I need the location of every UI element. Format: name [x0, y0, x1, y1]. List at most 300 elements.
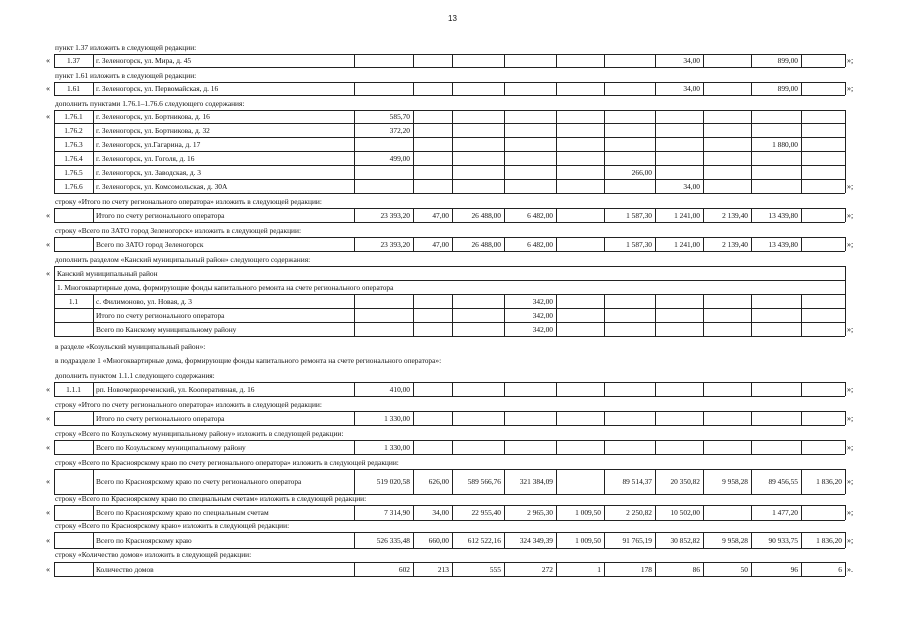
- table-rule: [703, 294, 704, 308]
- instruction-text: пункт 1.61 изложить в следующей редакции:: [55, 71, 197, 80]
- row-value: 321 384,09: [519, 477, 553, 486]
- table-rule: [93, 308, 94, 322]
- row-value: 266,00: [631, 167, 652, 177]
- table-rule: [354, 322, 355, 336]
- table-rule: [703, 411, 704, 425]
- instruction-text: дополнить пунктами 1.76.1–1.76.6 следующего содержания:: [55, 99, 245, 108]
- table-rule: [845, 266, 846, 280]
- table-rule: [54, 562, 845, 563]
- table-rule: [751, 322, 752, 336]
- table-rule: [604, 110, 605, 123]
- table-rule: [504, 411, 505, 425]
- row-value: 10 502,00: [670, 508, 700, 517]
- table-rule: [354, 294, 355, 308]
- table-rule: [54, 208, 845, 209]
- row-value: 660,00: [428, 535, 449, 545]
- quote-close: »;: [847, 535, 854, 545]
- row-number: 1.76.2: [64, 125, 83, 135]
- section-title: 1. Многоквартирные дома, формирующие фонды капитального ремонта на счете регионального оператора: [57, 282, 394, 292]
- row-value: 2 139,40: [722, 239, 748, 249]
- row-label: с. Филимоново, ул. Новая, д. 3: [96, 296, 192, 306]
- table-rule: [54, 336, 845, 337]
- quote-open: «: [46, 413, 50, 423]
- table-rule: [801, 237, 802, 251]
- row-number: 1.76.6: [64, 181, 83, 191]
- instruction-text: строку «Всего по Козульскому муниципальному району» изложить в следующей редакции:: [55, 429, 344, 438]
- table-rule: [413, 179, 414, 193]
- table-rule: [413, 411, 414, 425]
- row-number: 1.76.1: [64, 112, 83, 121]
- row-value: 96: [790, 564, 798, 574]
- table-rule: [845, 532, 846, 548]
- row-value: 89 456,55: [768, 477, 798, 486]
- row-value: 342,00: [532, 324, 553, 334]
- row-value: 1 009,50: [575, 508, 601, 517]
- row-value: 372,20: [389, 125, 410, 135]
- row-value: 626,00: [428, 477, 449, 486]
- table-rule: [93, 179, 94, 193]
- table-rule: [845, 440, 846, 454]
- instruction-text: строку «Количество домов» изложить в следующей редакции:: [55, 550, 252, 559]
- quote-open: «: [46, 384, 50, 394]
- row-label: г. Зеленогорск, ул. Бортникова, д. 32: [96, 125, 210, 135]
- table-rule: [703, 54, 704, 67]
- table-rule: [54, 576, 845, 577]
- table-rule: [703, 322, 704, 336]
- row-value: 13 439,80: [768, 210, 798, 220]
- row-value: 499,00: [389, 153, 410, 163]
- row-value: 20 350,82: [670, 477, 700, 486]
- quote-close: »;: [847, 324, 854, 334]
- table-rule: [354, 179, 355, 193]
- table-rule: [703, 82, 704, 95]
- row-value: 555: [489, 564, 501, 574]
- table-rule: [655, 165, 656, 179]
- table-rule: [54, 193, 845, 194]
- row-value: 34,00: [683, 181, 700, 191]
- table-rule: [845, 294, 846, 308]
- row-value: 2 965,30: [527, 508, 553, 517]
- table-rule: [655, 440, 656, 454]
- table-rule: [801, 179, 802, 193]
- table-rule: [504, 440, 505, 454]
- table-rule: [93, 54, 94, 67]
- table-rule: [655, 308, 656, 322]
- row-label: г. Зеленогорск, ул. Гоголя, д. 16: [96, 153, 195, 163]
- quote-close: »;: [847, 413, 854, 423]
- table-rule: [504, 137, 505, 151]
- row-value: 23 393,20: [380, 210, 410, 220]
- table-rule: [54, 251, 845, 252]
- row-value: 899,00: [777, 56, 798, 65]
- table-rule: [801, 294, 802, 308]
- table-rule: [801, 382, 802, 396]
- row-value: 272: [541, 564, 553, 574]
- quote-open: «: [46, 268, 50, 278]
- row-value: 86: [692, 564, 700, 574]
- instruction-text: дополнить пунктом 1.1.1 следующего содержания:: [55, 371, 215, 380]
- table-rule: [452, 54, 453, 67]
- row-number: 1.76.3: [64, 139, 83, 149]
- table-rule: [54, 322, 845, 323]
- table-rule: [93, 382, 94, 396]
- table-rule: [556, 237, 557, 251]
- table-rule: [504, 110, 505, 123]
- table-rule: [93, 110, 94, 123]
- table-rule: [845, 280, 846, 294]
- table-rule: [93, 411, 94, 425]
- row-value: 34,00: [432, 508, 449, 517]
- quote-open: «: [46, 508, 50, 517]
- table-rule: [452, 137, 453, 151]
- table-rule: [801, 505, 802, 520]
- table-rule: [93, 562, 94, 576]
- row-label: г. Зеленогорск, ул. Бортникова, д. 16: [96, 112, 210, 121]
- quote-open: «: [46, 442, 50, 452]
- table-rule: [452, 322, 453, 336]
- quote-open: «: [46, 564, 50, 574]
- table-rule: [703, 165, 704, 179]
- row-number: 1.1: [68, 296, 79, 306]
- table-rule: [54, 151, 845, 152]
- table-rule: [845, 562, 846, 576]
- table-rule: [556, 151, 557, 165]
- table-rule: [93, 237, 94, 251]
- table-rule: [703, 308, 704, 322]
- table-rule: [54, 440, 845, 441]
- table-rule: [703, 179, 704, 193]
- table-rule: [93, 440, 94, 454]
- row-value: 324 349,39: [519, 535, 553, 545]
- row-label: г. Зеленогорск, ул. Комсомольская, д. 30А: [96, 181, 228, 191]
- row-value: 1: [597, 564, 601, 574]
- table-rule: [354, 54, 355, 67]
- quote-open: «: [46, 210, 50, 220]
- table-rule: [604, 179, 605, 193]
- row-value: 2 139,40: [722, 210, 748, 220]
- row-value: 1 009,50: [575, 535, 601, 545]
- table-rule: [801, 208, 802, 222]
- table-rule: [845, 505, 846, 520]
- table-rule: [54, 505, 55, 520]
- quote-close: »;: [847, 84, 854, 93]
- row-value: 9 958,28: [722, 535, 748, 545]
- row-value: 342,00: [532, 296, 553, 306]
- table-rule: [801, 322, 802, 336]
- table-rule: [751, 411, 752, 425]
- table-rule: [556, 82, 557, 95]
- table-rule: [452, 440, 453, 454]
- table-rule: [452, 294, 453, 308]
- instruction-text: строку «Итого по счету регионального оператора» изложить в следующей редакции:: [55, 400, 322, 409]
- table-rule: [93, 123, 94, 137]
- quote-close: »;: [847, 477, 854, 486]
- table-rule: [801, 308, 802, 322]
- instruction-text: строку «Всего по ЗАТО город Зеленогорск» изложить в следующей редакции:: [55, 226, 302, 235]
- table-rule: [604, 322, 605, 336]
- table-rule: [54, 137, 845, 138]
- row-number: 1.61: [67, 84, 80, 93]
- table-rule: [703, 137, 704, 151]
- table-rule: [54, 110, 845, 111]
- table-rule: [54, 382, 845, 383]
- table-rule: [452, 110, 453, 123]
- row-value: 13 439,80: [768, 239, 798, 249]
- table-rule: [604, 308, 605, 322]
- table-rule: [54, 280, 55, 294]
- row-value: 91 765,19: [622, 535, 652, 545]
- table-rule: [801, 82, 802, 95]
- table-rule: [845, 137, 846, 151]
- table-rule: [845, 110, 846, 123]
- row-label: г. Зеленогорск, ул. Заводская, д. 3: [96, 167, 202, 177]
- table-rule: [556, 54, 557, 67]
- table-rule: [54, 411, 55, 425]
- row-value: 6 482,00: [527, 239, 553, 249]
- section-title: Канский муниципальный район: [57, 268, 158, 278]
- instruction-text: строку «Всего по Красноярскому краю по специальным счетам» изложить в следующей редакции:: [55, 494, 367, 503]
- table-rule: [703, 110, 704, 123]
- table-rule: [54, 469, 845, 470]
- instruction-text: пункт 1.37 изложить в следующей редакции:: [55, 43, 197, 52]
- quote-close: »;: [847, 442, 854, 452]
- table-rule: [452, 179, 453, 193]
- table-rule: [801, 137, 802, 151]
- table-rule: [751, 440, 752, 454]
- table-rule: [845, 123, 846, 137]
- page-number: 13: [448, 14, 457, 23]
- table-rule: [54, 469, 55, 494]
- table-rule: [452, 308, 453, 322]
- row-value: 178: [640, 564, 652, 574]
- instruction-text: строку «Всего по Красноярскому краю» изложить в следующей редакции:: [55, 521, 290, 530]
- row-value: 602: [398, 564, 410, 574]
- table-rule: [54, 532, 55, 548]
- table-rule: [556, 469, 557, 494]
- table-rule: [54, 440, 55, 454]
- quote-close: »;: [847, 181, 854, 191]
- row-label: Всего по Красноярскому краю по специальным счетам: [96, 508, 269, 517]
- quote-close: »;: [847, 384, 854, 394]
- table-rule: [604, 382, 605, 396]
- table-rule: [54, 532, 845, 533]
- table-rule: [556, 294, 557, 308]
- table-rule: [655, 294, 656, 308]
- table-rule: [504, 165, 505, 179]
- table-rule: [54, 208, 55, 222]
- table-rule: [556, 123, 557, 137]
- table-rule: [93, 294, 94, 308]
- table-rule: [413, 137, 414, 151]
- table-rule: [54, 54, 845, 55]
- table-rule: [413, 308, 414, 322]
- table-rule: [751, 110, 752, 123]
- row-value: 9 958,28: [722, 477, 748, 486]
- quote-open: «: [46, 239, 50, 249]
- row-label: г. Зеленогорск, ул. Первомайская, д. 16: [96, 84, 219, 93]
- table-rule: [845, 237, 846, 251]
- row-value: 899,00: [777, 84, 798, 93]
- table-rule: [413, 294, 414, 308]
- instruction-text: в разделе «Козульский муниципальный район»:: [55, 342, 206, 351]
- table-rule: [54, 82, 845, 83]
- table-rule: [655, 322, 656, 336]
- table-rule: [452, 411, 453, 425]
- table-rule: [54, 237, 55, 251]
- table-rule: [452, 165, 453, 179]
- row-value: 90 933,75: [768, 535, 798, 545]
- table-rule: [54, 322, 55, 336]
- row-number: 1.76.5: [64, 167, 83, 177]
- table-rule: [93, 82, 94, 95]
- table-rule: [801, 110, 802, 123]
- table-rule: [54, 308, 55, 322]
- row-value: 410,00: [389, 384, 410, 394]
- table-rule: [452, 123, 453, 137]
- row-value: 23 393,20: [380, 239, 410, 249]
- table-rule: [452, 382, 453, 396]
- table-rule: [845, 308, 846, 322]
- table-rule: [703, 151, 704, 165]
- row-value: 22 955,40: [471, 508, 501, 517]
- row-label: Всего по Красноярскому краю: [96, 535, 192, 545]
- table-rule: [54, 294, 845, 295]
- quote-close: »;: [847, 210, 854, 220]
- table-rule: [801, 411, 802, 425]
- row-value: 1 880,00: [772, 139, 798, 149]
- table-rule: [556, 322, 557, 336]
- table-rule: [751, 165, 752, 179]
- table-rule: [655, 110, 656, 123]
- row-value: 519 020,58: [376, 477, 410, 486]
- table-rule: [801, 54, 802, 67]
- table-rule: [54, 123, 845, 124]
- table-rule: [655, 137, 656, 151]
- table-rule: [556, 137, 557, 151]
- table-rule: [703, 123, 704, 137]
- row-value: 6: [838, 564, 842, 574]
- row-value: 1 241,00: [674, 210, 700, 220]
- table-rule: [54, 280, 845, 281]
- row-label: Всего по Козульскому муниципальному району: [96, 442, 246, 452]
- table-rule: [845, 469, 846, 494]
- row-value: 1 477,20: [772, 508, 798, 517]
- table-rule: [413, 110, 414, 123]
- row-number: 1.76.4: [64, 153, 83, 163]
- row-value: 1 330,00: [384, 442, 410, 452]
- quote-open: «: [46, 477, 50, 486]
- row-label: Всего по ЗАТО город Зеленогорск: [96, 239, 204, 249]
- row-value: 26 488,00: [471, 210, 501, 220]
- row-value: 47,00: [432, 210, 449, 220]
- table-rule: [54, 266, 55, 280]
- table-rule: [504, 54, 505, 67]
- table-rule: [93, 505, 94, 520]
- row-label: Итого по счету регионального оператора: [96, 310, 225, 320]
- table-rule: [556, 382, 557, 396]
- table-rule: [751, 294, 752, 308]
- row-value: 1 836,20: [816, 477, 842, 486]
- table-rule: [604, 123, 605, 137]
- table-rule: [801, 440, 802, 454]
- row-label: г. Зеленогорск, ул.Гагарина, д. 17: [96, 139, 201, 149]
- row-value: 585,70: [389, 112, 410, 121]
- table-rule: [54, 396, 845, 397]
- table-rule: [655, 123, 656, 137]
- table-rule: [556, 208, 557, 222]
- row-value: 34,00: [683, 84, 700, 93]
- table-rule: [801, 165, 802, 179]
- row-value: 213: [437, 564, 449, 574]
- row-label: г. Зеленогорск, ул. Мира, д. 45: [96, 56, 192, 65]
- table-rule: [93, 151, 94, 165]
- table-rule: [845, 322, 846, 336]
- table-rule: [703, 382, 704, 396]
- table-rule: [54, 95, 845, 96]
- table-rule: [413, 82, 414, 95]
- table-rule: [413, 54, 414, 67]
- quote-open: «: [46, 84, 50, 93]
- table-rule: [54, 67, 845, 68]
- table-rule: [604, 294, 605, 308]
- table-rule: [556, 165, 557, 179]
- quote-close: »;: [847, 56, 854, 65]
- quote-open: «: [46, 535, 50, 545]
- row-value: 26 488,00: [471, 239, 501, 249]
- table-rule: [604, 54, 605, 67]
- table-rule: [604, 82, 605, 95]
- table-rule: [93, 137, 94, 151]
- quote-open: «: [46, 112, 50, 121]
- row-value: 34,00: [683, 56, 700, 65]
- table-rule: [751, 382, 752, 396]
- table-rule: [354, 137, 355, 151]
- row-value: 2 250,82: [626, 508, 652, 517]
- table-rule: [413, 382, 414, 396]
- table-rule: [93, 469, 94, 494]
- row-label: Количество домов: [96, 564, 154, 574]
- row-value: 6 482,00: [527, 210, 553, 220]
- row-value: 89 514,37: [622, 477, 652, 486]
- quote-close: »;: [847, 239, 854, 249]
- row-label: рп. Новочернореченский, ул. Кооперативная, д. 16: [96, 384, 255, 394]
- row-value: 589 566,76: [467, 477, 501, 486]
- table-rule: [845, 179, 846, 193]
- table-rule: [413, 165, 414, 179]
- table-rule: [703, 440, 704, 454]
- instruction-text: дополнить разделом «Канский муниципальный район» следующего содержания:: [55, 255, 311, 264]
- table-rule: [655, 382, 656, 396]
- table-rule: [54, 505, 845, 506]
- instruction-text: строку «Всего по Красноярскому краю по счету регионального оператора» изложить в следующей редакции:: [55, 458, 399, 467]
- table-rule: [504, 382, 505, 396]
- instruction-text: строку «Итого по счету регионального оператора» изложить в следующей редакции:: [55, 197, 322, 206]
- row-value: 50: [740, 564, 748, 574]
- row-label: Итого по счету регионального оператора: [96, 413, 225, 423]
- row-label: Всего по Канскому муниципальному району: [96, 324, 237, 334]
- table-rule: [845, 208, 846, 222]
- table-rule: [413, 123, 414, 137]
- table-rule: [504, 179, 505, 193]
- table-rule: [751, 123, 752, 137]
- row-value: 1 587,30: [626, 239, 652, 249]
- table-rule: [845, 382, 846, 396]
- quote-open: «: [46, 56, 50, 65]
- table-rule: [604, 411, 605, 425]
- table-rule: [604, 440, 605, 454]
- table-rule: [413, 440, 414, 454]
- row-value: 342,00: [532, 310, 553, 320]
